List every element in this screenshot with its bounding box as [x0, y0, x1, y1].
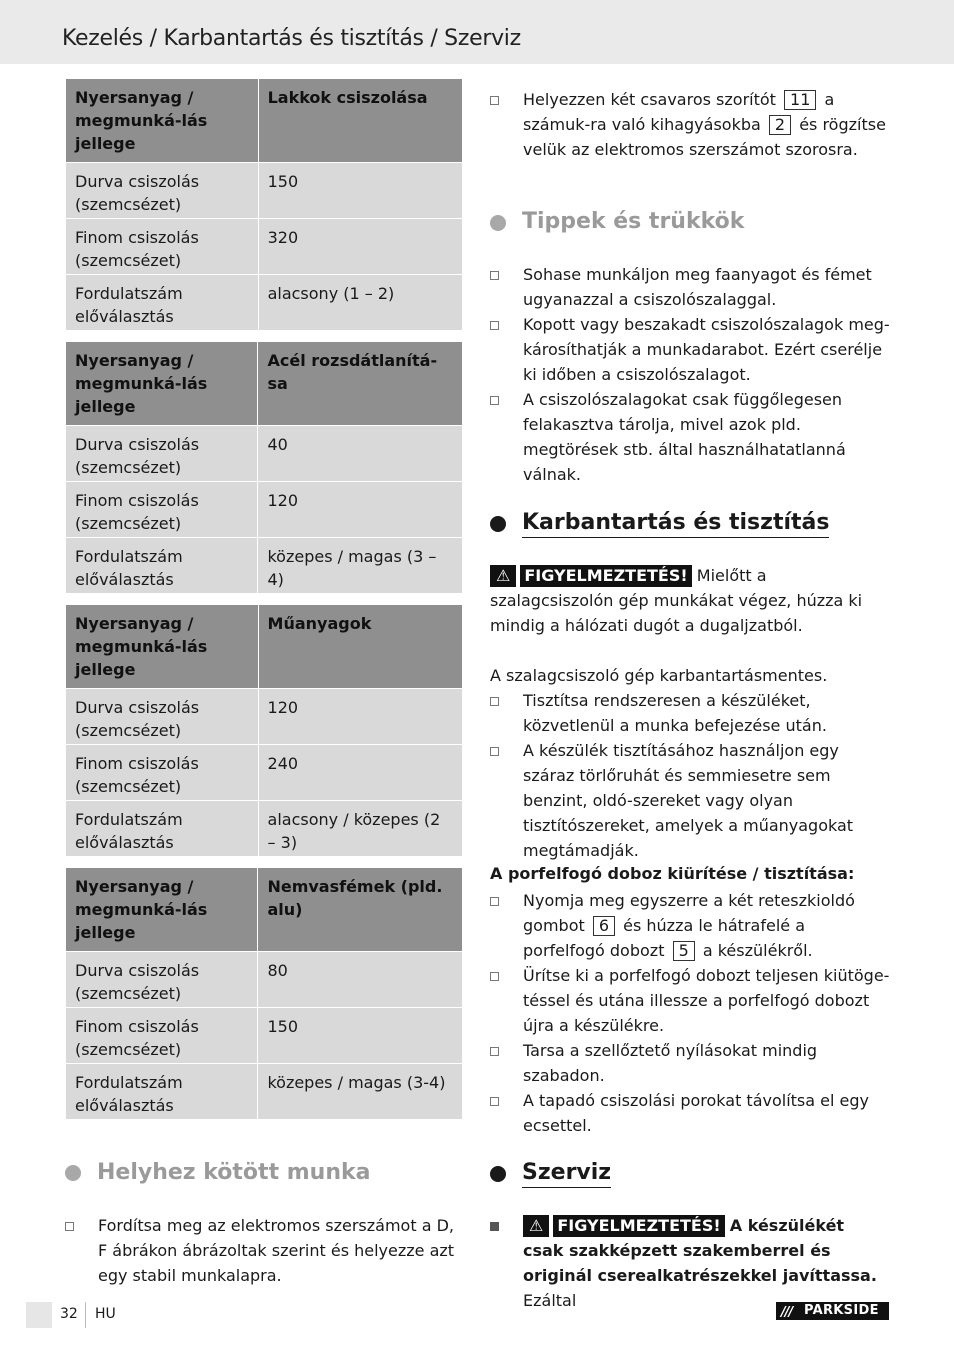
- table-header-cell: Műanyagok: [258, 605, 462, 689]
- checkbox-square-icon: [490, 321, 499, 330]
- table-lacquer: [65, 78, 463, 331]
- checkbox-square-icon: [490, 897, 499, 906]
- list-item: [490, 1088, 890, 1138]
- table-header-cell: Lakkok csiszolása: [258, 79, 462, 163]
- table-cell: 80: [258, 952, 463, 1008]
- list-item-text: és rögzítse velük az elektromos szerszámot szorosra.: [523, 115, 886, 159]
- dust-list: [490, 888, 890, 1138]
- page-title: Kezelés / Karbantartás és tisztítás / Szerviz: [62, 26, 521, 51]
- table-cell: Durva csiszolás (szemcsézet): [66, 689, 259, 745]
- list-item-text: A készülék tisztításához használjon egy száraz törlőruhát és semmiesetre sem benzint, oldó-szereket vagy olyan tisztítószereket, amelyek a műanyagokat megtámadják.: [523, 741, 854, 860]
- table-cell: 150: [258, 163, 462, 219]
- table-cell: közepes / magas (3 – 4): [258, 538, 463, 594]
- list-item-text: Sohase munkáljon meg faanyagot és fémet ugyanazzal a csiszolószalaggal.: [523, 265, 872, 309]
- list-item: [490, 262, 890, 312]
- table-cell: Durva csiszolás (szemcsézet): [66, 426, 258, 482]
- language-code: HU: [95, 1306, 116, 1322]
- section-bullet-icon: [490, 215, 506, 231]
- list-item: [490, 312, 890, 387]
- service-tail-text: Ezáltal: [523, 1291, 577, 1310]
- list-item: [490, 963, 890, 1038]
- section-title-service: Szerviz: [522, 1160, 611, 1188]
- table-cell: 120: [258, 482, 463, 538]
- list-item-text: Helyezzen két csavaros szorítót: [523, 90, 776, 109]
- list-item: [65, 1213, 463, 1288]
- table-cell: 40: [258, 426, 463, 482]
- list-item-text: A tapadó csiszolási porokat távolítsa el egy ecsettel.: [523, 1091, 869, 1135]
- section-bullet-icon: [490, 1166, 506, 1182]
- table-header-cell: Nyersanyag / megmunká-lás jellege: [66, 79, 259, 163]
- table-cell: Fordulatszám előválasztás: [66, 1064, 258, 1120]
- footer-divider: [85, 1302, 86, 1328]
- table-cell: Finom csiszolás (szemcsézet): [66, 1008, 258, 1064]
- list-item-text: és húzza le hátrafelé a porfelfogó dobozt: [523, 916, 805, 960]
- tips-list: [490, 262, 890, 487]
- list-item-text: Tisztítsa rendszeresen a készüléket, közvetlenül a munka befejezése után.: [523, 691, 827, 735]
- section-bullet-icon: [490, 516, 506, 532]
- stationary-list: [65, 1213, 463, 1288]
- table-cell: Fordulatszám előválasztás: [66, 801, 259, 857]
- logo-stripes-icon: ///: [781, 1305, 793, 1320]
- table-plastics: [65, 604, 463, 857]
- service-list: [490, 1213, 890, 1313]
- service-bold-text: A készülékét csak szakképzett szakemberrel és originál cserealkatrészekkel javíttassa.: [523, 1216, 877, 1285]
- section-bullet-icon: [65, 1165, 81, 1181]
- table-cell: Finom csiszolás (szemcsézet): [66, 219, 259, 275]
- page-number: 32: [60, 1306, 78, 1322]
- list-item-text: Tarsa a szellőztető nyílásokat mindig szabadon.: [523, 1041, 818, 1085]
- list-item: [490, 1213, 890, 1313]
- list-item: [490, 1038, 890, 1088]
- part-ref-5: 5: [673, 941, 695, 961]
- list-item: [490, 87, 890, 162]
- list-item-text: A csiszolószalagokat csak függőlegesen felakasztva tárolja, mivel azok pld. megtörések stb. által használhatatlanná válnak.: [523, 390, 846, 484]
- warning-label: FIGYELMEZTETÉS!: [520, 565, 691, 587]
- checkbox-square-icon: [65, 1222, 74, 1231]
- table-cell: 320: [258, 219, 462, 275]
- footer-box: [26, 1302, 52, 1328]
- list-item: [490, 738, 890, 863]
- part-ref-2: 2: [769, 115, 791, 135]
- table-cell: 120: [258, 689, 462, 745]
- table-cell: alacsony (1 – 2): [258, 275, 462, 331]
- table-cell: közepes / magas (3-4): [258, 1064, 463, 1120]
- warning-label: FIGYELMEZTETÉS!: [553, 1215, 724, 1237]
- table-header-cell: Acél rozsdátlanítá-sa: [258, 342, 463, 426]
- parkside-logo: [776, 1302, 889, 1320]
- checkbox-square-icon: [490, 697, 499, 706]
- table-cell: Finom csiszolás (szemcsézet): [66, 482, 258, 538]
- checkbox-square-icon: [490, 396, 499, 405]
- list-item-text: Fordítsa meg az elektromos szerszámot a D, F ábrákon ábrázoltak szerint és helyezze azt egy stabil munkalapra.: [98, 1216, 455, 1285]
- checkbox-square-icon: [490, 747, 499, 756]
- section-title-stationary: Helyhez kötött munka: [97, 1160, 371, 1185]
- clamp-list: [490, 87, 890, 162]
- table-cell: Durva csiszolás (szemcsézet): [66, 952, 258, 1008]
- list-item: [490, 688, 890, 738]
- list-item: [490, 888, 890, 963]
- list-item: [490, 387, 890, 487]
- part-ref-6: 6: [593, 916, 615, 936]
- table-header-cell: Nyersanyag / megmunká-lás jellege: [66, 605, 259, 689]
- filled-square-icon: [490, 1222, 499, 1231]
- checkbox-square-icon: [490, 1047, 499, 1056]
- warning-triangle-icon: ⚠: [523, 1215, 549, 1237]
- table-header-cell: Nyersanyag / megmunká-lás jellege: [66, 868, 258, 952]
- checkbox-square-icon: [490, 972, 499, 981]
- table-cell: Fordulatszám előválasztás: [66, 275, 259, 331]
- checkbox-square-icon: [490, 96, 499, 105]
- brand-name: PARKSIDE: [804, 1303, 879, 1318]
- list-item-text: Kopott vagy beszakadt csiszolószalagok meg-károsíthatják a munkadarabot. Ezért cserélje ki időben a csiszolószalagot.: [523, 315, 890, 384]
- maintenance-free-text: A szalagcsiszoló gép karbantartásmentes.: [490, 666, 828, 685]
- warning-text: Mielőtt a szalagcsiszolón gép munkákat végez, húzza ki mindig a hálózati dugót a dugaljzatból.: [490, 566, 863, 635]
- checkbox-square-icon: [490, 1097, 499, 1106]
- warning-triangle-icon: ⚠: [490, 565, 516, 587]
- dust-box-subheading: A porfelfogó doboz kiürítése / tisztítása:: [490, 864, 855, 883]
- table-steel: [65, 341, 463, 594]
- section-title-maintenance: Karbantartás és tisztítás: [522, 510, 829, 538]
- table-header-cell: Nemvasfémek (pld. alu): [258, 868, 463, 952]
- checkbox-square-icon: [490, 271, 499, 280]
- maintenance-warning: [490, 563, 890, 638]
- list-item-text: Nyomja meg egyszerre a két reteszkioldó gombot: [523, 891, 855, 935]
- list-item-text: a készülékről.: [702, 941, 813, 960]
- table-cell: 240: [258, 745, 462, 801]
- maintenance-list: [490, 688, 890, 863]
- table-cell: alacsony / közepes (2 – 3): [258, 801, 462, 857]
- list-item-text: a számuk-ra való kihagyásokba: [523, 90, 835, 134]
- table-cell: Finom csiszolás (szemcsézet): [66, 745, 259, 801]
- list-item-text: Ürítse ki a porfelfogó dobozt teljesen kiütöge-téssel és utána illessze a porfelfogó dobozt újra a készülékre.: [523, 966, 890, 1035]
- table-cell: 150: [258, 1008, 463, 1064]
- section-title-tips: Tippek és trükkök: [522, 209, 745, 234]
- table-cell: Fordulatszám előválasztás: [66, 538, 258, 594]
- page-header: [0, 0, 954, 64]
- part-ref-11: 11: [784, 90, 816, 110]
- table-cell: Durva csiszolás (szemcsézet): [66, 163, 259, 219]
- table-nonferrous: [65, 867, 463, 1120]
- table-header-cell: Nyersanyag / megmunká-lás jellege: [66, 342, 258, 426]
